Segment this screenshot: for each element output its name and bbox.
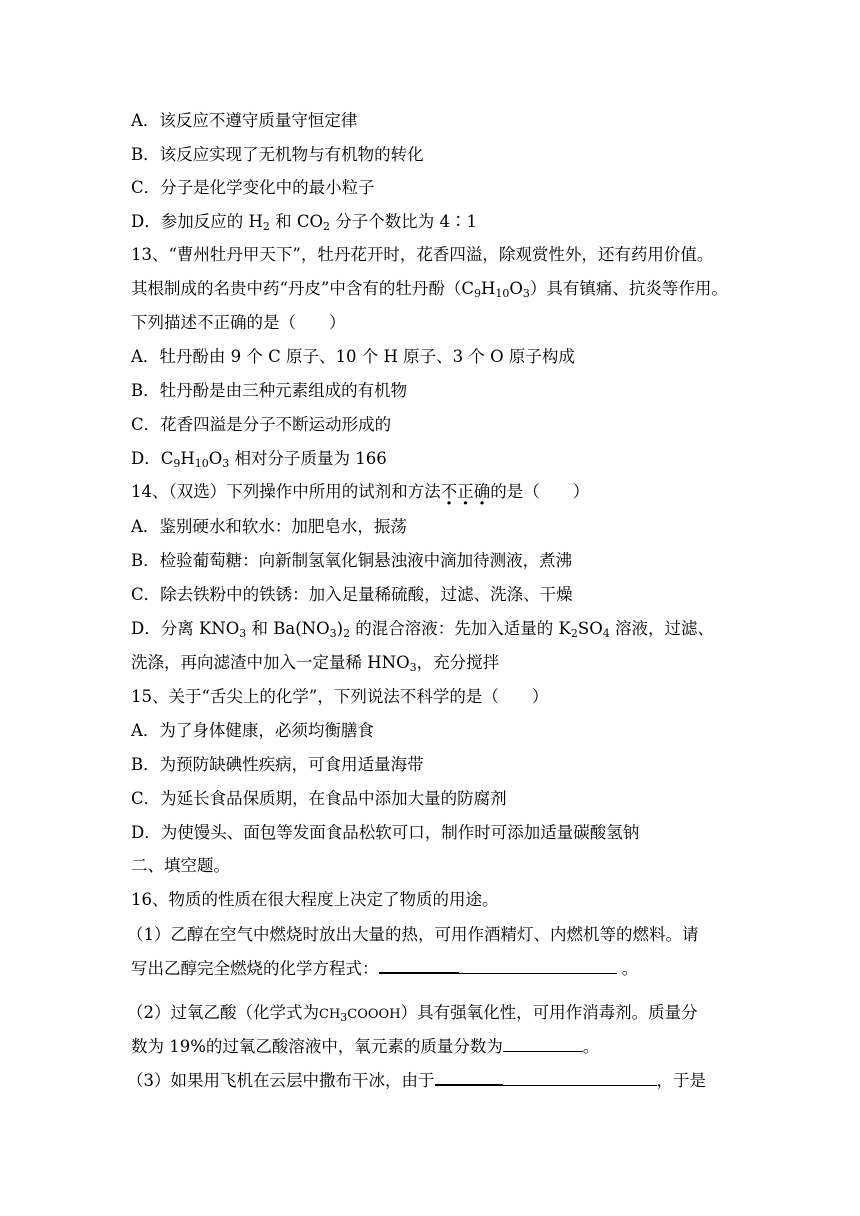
q15-stem: 15、关于“舌尖上的化学”，下列说法不科学的是（ ） — [131, 687, 549, 706]
text-run: 。 — [582, 1037, 600, 1056]
answer-blank[interactable] — [503, 1037, 583, 1052]
subscript: 3 — [239, 627, 247, 640]
emphasis-char: 不 — [440, 482, 458, 501]
q15-option-d: D．为使馒头、面包等发面食品松软可口，制作时可添加适量碳酸氢钠 — [131, 823, 640, 842]
q13-stem-line2 — [131, 278, 728, 300]
text-run: 相对分子质量为 166 — [229, 449, 387, 468]
subscript: 3 — [409, 661, 417, 674]
subscript: 4 — [602, 627, 610, 640]
emphasis-char: 正 — [457, 482, 474, 501]
text-run: O — [208, 449, 223, 468]
text-run: 写出乙醇完全燃烧的化学方程式： — [131, 959, 379, 978]
text-run: D．C — [131, 449, 174, 468]
subscript: 9 — [474, 287, 481, 300]
q14-option-a: A．鉴别硬水和软水：加肥皂水，振荡 — [131, 517, 407, 536]
text-run: 的是（ ） — [490, 482, 590, 501]
answer-blank[interactable] — [503, 1071, 657, 1086]
q15-option-a: A．为了身体健康，必须均衡膳食 — [131, 721, 374, 740]
text-run: D．参加反应的 H — [131, 212, 263, 231]
text-run: ) — [336, 619, 344, 638]
q13-option-a: A．牡丹酚由 9 个 C 原子、10 个 H 原子、3 个 O 原子构成 — [131, 347, 575, 366]
text-run: 的混合溶液：先加入适量的 K — [350, 619, 571, 638]
subscript: 3 — [522, 287, 530, 300]
text-run: D．分离 KNO — [131, 619, 240, 638]
q16-stem: 16、物质的性质在很大程度上决定了物质的用途。 — [131, 890, 499, 909]
q13-option-d — [131, 448, 387, 470]
text-run: H — [180, 449, 195, 468]
text-run: 其根制成的名贵中药“丹皮”中含有的牡丹酚（C — [131, 279, 474, 298]
text-run: O — [509, 279, 523, 298]
q14-option-d-line1 — [131, 618, 714, 640]
text-run: 14、（双选）下列操作中所用的试剂和方法 — [131, 482, 441, 501]
emphasis-char: 确 — [473, 482, 491, 501]
q12-option-c: C．分子是化学变化中的最小粒子 — [131, 178, 375, 197]
q14-option-d-line2 — [131, 652, 499, 674]
text-run: 数为 19%的过氧乙酸溶液中，氧元素的质量分数为 — [131, 1037, 503, 1056]
q14-stem — [131, 481, 589, 503]
text-run: 和 Ba(NO — [246, 619, 330, 638]
subscript: 3 — [340, 1011, 348, 1024]
subscript: 10 — [194, 457, 209, 470]
subscript: 9 — [173, 457, 181, 470]
subscript: 10 — [495, 287, 510, 300]
q13-stem-line3: 下列描述不正确的是（ ） — [131, 313, 346, 332]
answer-blank[interactable] — [379, 958, 459, 974]
text-run: ，于是 — [656, 1071, 706, 1090]
text-run: ）具有镇痛、抗炎等作用。 — [529, 279, 728, 298]
answer-blank[interactable] — [459, 959, 617, 974]
text-run: 分子个数比为 4∶1 — [330, 212, 478, 231]
q16-part2-line2 — [131, 1036, 599, 1058]
q12-option-a: A．该反应不遵守质量守恒定律 — [131, 111, 358, 130]
q16-part2-line1 — [127, 1002, 698, 1026]
subscript: 3 — [329, 627, 337, 640]
q13-option-b: B．牡丹酚是由三种元素组成的有机物 — [131, 381, 408, 400]
q13-stem-line1: 13、“曹州牡丹甲天下”，牡丹花开时，花香四溢，除观赏性外，还有药用价值。 — [131, 245, 714, 264]
q14-option-b: B．检验葡萄糖：向新制氢氧化铜悬浊液中滴加待测液，煮沸 — [131, 551, 573, 570]
subscript: 2 — [262, 220, 270, 233]
text-run: （2）过氧乙酸（化学式为 — [127, 1003, 319, 1022]
text-run: H — [481, 279, 496, 298]
subscript: 2 — [570, 627, 578, 640]
text-run: 洗涤，再向滤渣中加入一定量稀 HNO — [131, 653, 410, 672]
text-run: 溶液，过滤、 — [609, 619, 714, 638]
text-run: 。 — [616, 959, 639, 978]
section-heading: 二、填空题。 — [131, 856, 230, 875]
q13-option-c: C．花香四溢是分子不断运动形成的 — [131, 415, 392, 434]
text-run: ，充分搅拌 — [416, 653, 500, 672]
text-run: （3）如果用飞机在云层中撒布干冰，由于 — [127, 1071, 435, 1090]
text-run: CH — [319, 1007, 341, 1022]
subscript: 2 — [343, 627, 351, 640]
text-run: 和 CO — [269, 212, 324, 231]
q14-option-c: C．除去铁粉中的铁锈：加入足量稀硫酸，过滤、洗涤、干燥 — [131, 585, 573, 604]
answer-blank[interactable] — [435, 1070, 503, 1086]
q16-part1-line2 — [131, 958, 638, 980]
text-run: SO — [577, 619, 603, 638]
subscript: 2 — [323, 220, 331, 233]
q12-option-d — [131, 211, 477, 233]
q15-option-c: C．为延长食品保质期，在食品中添加大量的防腐剂 — [131, 789, 507, 808]
subscript: 3 — [222, 457, 230, 470]
q12-option-b: B．该反应实现了无机物与有机物的转化 — [131, 145, 424, 164]
q15-option-b: B．为预防缺碘性疾病，可食用适量海带 — [131, 755, 424, 774]
q16-part1-line1: （1）乙醇在空气中燃烧时放出大量的热，可用作酒精灯、内燃机等的燃料。请 — [127, 925, 699, 944]
text-run: COOOH — [347, 1007, 401, 1022]
q16-part3-line1 — [127, 1070, 706, 1092]
text-run: ）具有强氧化性，可用作消毒剂。质量分 — [400, 1003, 698, 1022]
